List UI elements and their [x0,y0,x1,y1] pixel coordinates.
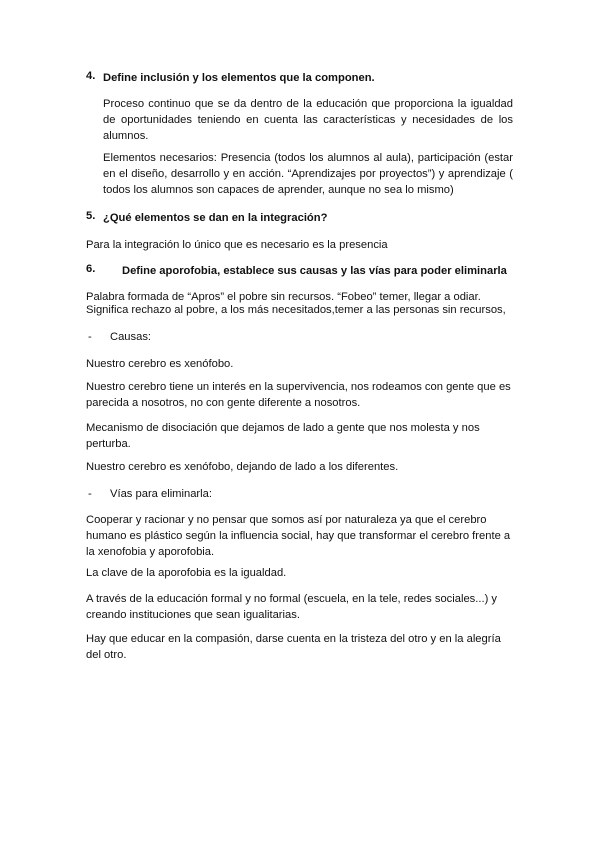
causes-label: Causas: [110,331,152,343]
section-4-number: 4. [86,70,96,82]
section-5-paragraph: Para la integración lo único que es necesario es la presencia [86,239,388,251]
cause-4: Nuestro cerebro es xenófobo, dejando de lado a los diferentes. [86,461,399,473]
way-1: Cooperar y racionar y no pensar que somos así por naturaleza ya que el cerebro humano es plástico según la influencia social, hay que transformar el cerebro frente a la xenofobia y aporofobia. [86,514,511,558]
section-4-heading: Define inclusión y los elementos que la componen. [103,72,375,84]
section-6-intro-line-2: Significa rechazo al pobre, a los más necesitados,temer a las personas sin recursos, [86,304,506,316]
ways-bullet: - [88,488,92,500]
section-6-number: 6. [86,263,96,275]
causes-bullet: - [88,331,92,343]
way-4: Hay que educar en la compasión, darse cuenta en la tristeza del otro y en la alegría del otro. [86,633,501,661]
cause-3: Mecanismo de disociación que dejamos de lado a gente que nos molesta y nos perturba. [86,422,480,450]
way-3: A través de la educación formal y no formal (escuela, en la tele, redes sociales...) y creando instituciones que sean igualitarias. [86,593,498,621]
section-6-intro-line-1: Palabra formada de “Apros” el pobre sin recursos. “Fobeo” temer, llegar a odiar. [86,291,481,303]
section-5-heading: ¿Qué elementos se dan en la integración? [103,212,328,224]
section-5-number: 5. [86,210,96,222]
ways-label: Vías para eliminarla: [110,488,212,500]
cause-2: Nuestro cerebro tiene un interés en la supervivencia, nos rodeamos con gente que es parecida a nosotros, no con gente diferente a nosotros. [86,381,511,409]
cause-1: Nuestro cerebro es xenófobo. [86,358,234,370]
section-4-paragraph-1: Proceso continuo que se da dentro de la educación que proporciona la igualdad de oportunidades teniendo en cuenta las características y necesidades de los alumnos. [103,98,513,142]
way-2: La clave de la aporofobia es la igualdad. [86,567,287,579]
section-6-heading: Define aporofobia, establece sus causas y las vías para poder eliminarla [122,265,507,277]
section-4-paragraph-2: Elementos necesarios: Presencia (todos los alumnos al aula), participación (estar en el diseño, desarrollo y en acción. “Aprendizajes por proyectos”) y aprendizaje ( todos los alumnos son capaces de aprender, aunque no sea lo mismo) [103,152,513,196]
